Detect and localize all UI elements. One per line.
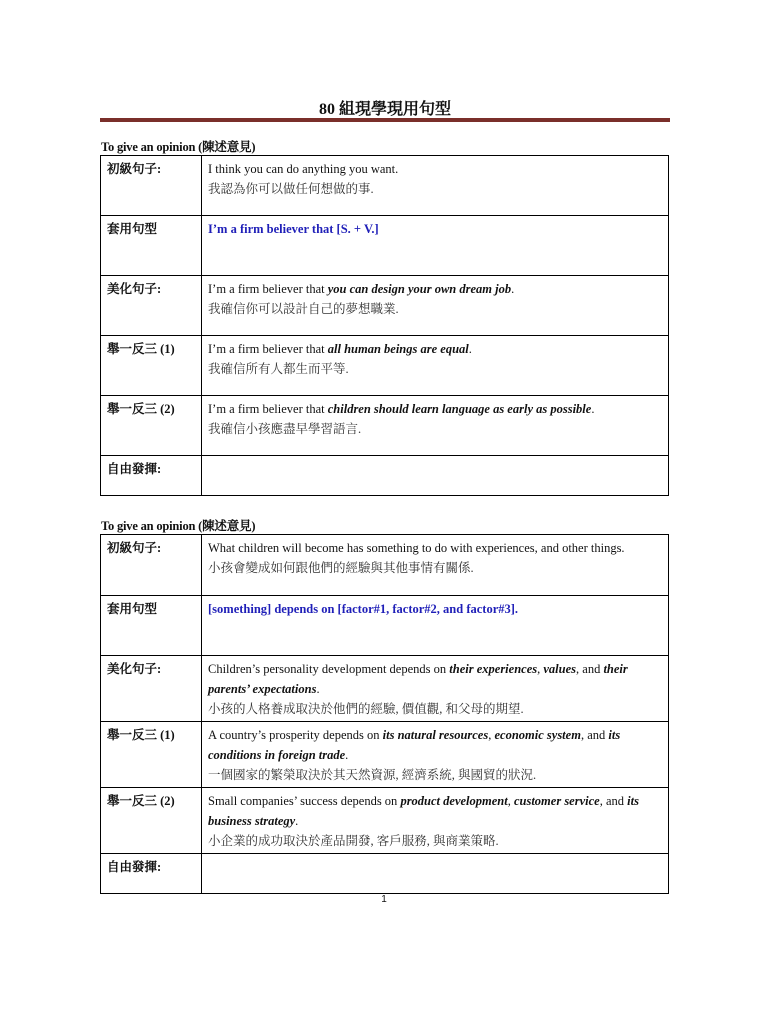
emphasis-phrase: children should learn language as early as possible [327,402,592,416]
sentence-start: I’m a firm believer that [208,282,328,296]
row-label: 美化句子: [101,276,202,336]
emphasis-phrase: all human beings are equal [327,342,469,356]
chinese-translation: 我認為你可以做任何想做的事. [208,182,374,196]
sentence-end: . [316,682,320,696]
section-2-label: To give an opinion (陳述意見) [101,519,256,533]
chinese-translation: 小孩會變成如何跟他們的經驗與其他事情有關係. [208,561,474,575]
section-1-label: To give an opinion (陳述意見) [101,140,256,154]
row-content [202,656,669,722]
emphasis-phrase: their parents’ expectations [208,662,628,696]
row-content [202,396,669,456]
row-label: 舉一反三 (1) [101,336,202,396]
table-row [101,396,669,456]
row-content [202,596,669,656]
english-sentence [208,725,662,765]
sentence-end: . [591,402,595,416]
row-label: 舉一反三 (2) [101,788,202,854]
sentence-start: I’m a firm believer that [208,342,328,356]
sentence-pattern: [something] depends on [factor#1, factor#2, and factor#3]. [208,602,519,616]
free-writing-cell[interactable] [202,456,669,496]
english-sentence [208,279,662,299]
sentence-end: . [511,282,515,296]
table-row [101,722,669,788]
emphasis-phrase: its natural resources [382,728,489,742]
english-sentence: What children will become has something to do with experiences, and other things. [208,541,625,555]
separator: , and [576,662,604,676]
free-writing-cell[interactable] [202,854,669,894]
row-label: 自由發揮: [101,854,202,894]
table-row [101,336,669,396]
row-label: 美化句子: [101,656,202,722]
english-sentence [208,791,662,831]
emphasis-phrase: values [543,662,577,676]
emphasis-phrase: economic system [494,728,581,742]
table-row [101,535,669,596]
chinese-translation: 我確信所有人都生而平等. [208,362,349,376]
emphasis-phrase: customer service [513,794,600,808]
emphasis-phrase: its business strategy [208,794,639,828]
page-number: 1 [381,894,387,905]
sentence-start: Children’s personality development depends on [208,662,450,676]
section-1-table [100,155,669,496]
separator: , [537,662,544,676]
sentence-start: A country’s prosperity depends on [208,728,383,742]
emphasis-phrase: its conditions in foreign trade [208,728,621,762]
english-sentence: I think you can do anything you want. [208,162,399,176]
row-content [202,535,669,596]
table-row [101,216,669,276]
table-row [101,596,669,656]
chinese-translation: 我確信小孩應盡早學習語言. [208,422,362,436]
row-label: 舉一反三 (2) [101,396,202,456]
table-row [101,854,669,894]
title-rule [100,118,670,122]
chinese-translation: 我確信你可以設計自己的夢想職業. [208,302,399,316]
emphasis-phrase: their experiences [449,662,538,676]
sentence-end: . [295,814,299,828]
row-content [202,276,669,336]
separator: , and [599,794,628,808]
row-content [202,156,669,216]
chinese-translation: 小孩的人格養成取決於他們的經驗, 價值觀, 和父母的期望. [208,702,524,716]
english-sentence [208,399,662,419]
emphasis-phrase: product development [400,794,508,808]
table-row [101,276,669,336]
page-title: 80 組現學現用句型 [318,101,451,118]
row-content [202,788,669,854]
chinese-translation: 一個國家的繁榮取決於其天然資源, 經濟系統, 與國貿的狀況. [208,768,537,782]
sentence-end: . [468,342,472,356]
row-label: 初級句子: [101,535,202,596]
chinese-translation: 小企業的成功取決於產品開發, 客戶服務, 與商業策略. [208,834,499,848]
row-label: 初級句子: [101,156,202,216]
table-row [101,656,669,722]
row-content [202,722,669,788]
english-sentence [208,659,662,699]
section-2-table [100,534,669,894]
sentence-start: Small companies’ success depends on [208,794,401,808]
separator: , [488,728,495,742]
table-row [101,456,669,496]
row-label: 套用句型 [101,596,202,656]
table-row [101,156,669,216]
sentence-start: I’m a firm believer that [208,402,328,416]
row-content [202,216,669,276]
row-content [202,336,669,396]
sentence-end: . [345,748,349,762]
table-row [101,788,669,854]
row-label: 自由發揮: [101,456,202,496]
sentence-pattern: I’m a firm believer that [S. + V.] [208,222,379,236]
row-label: 舉一反三 (1) [101,722,202,788]
row-label: 套用句型 [101,216,202,276]
separator: , and [580,728,609,742]
english-sentence [208,339,662,359]
separator: , [507,794,514,808]
emphasis-phrase: you can design your own dream job [327,282,512,296]
